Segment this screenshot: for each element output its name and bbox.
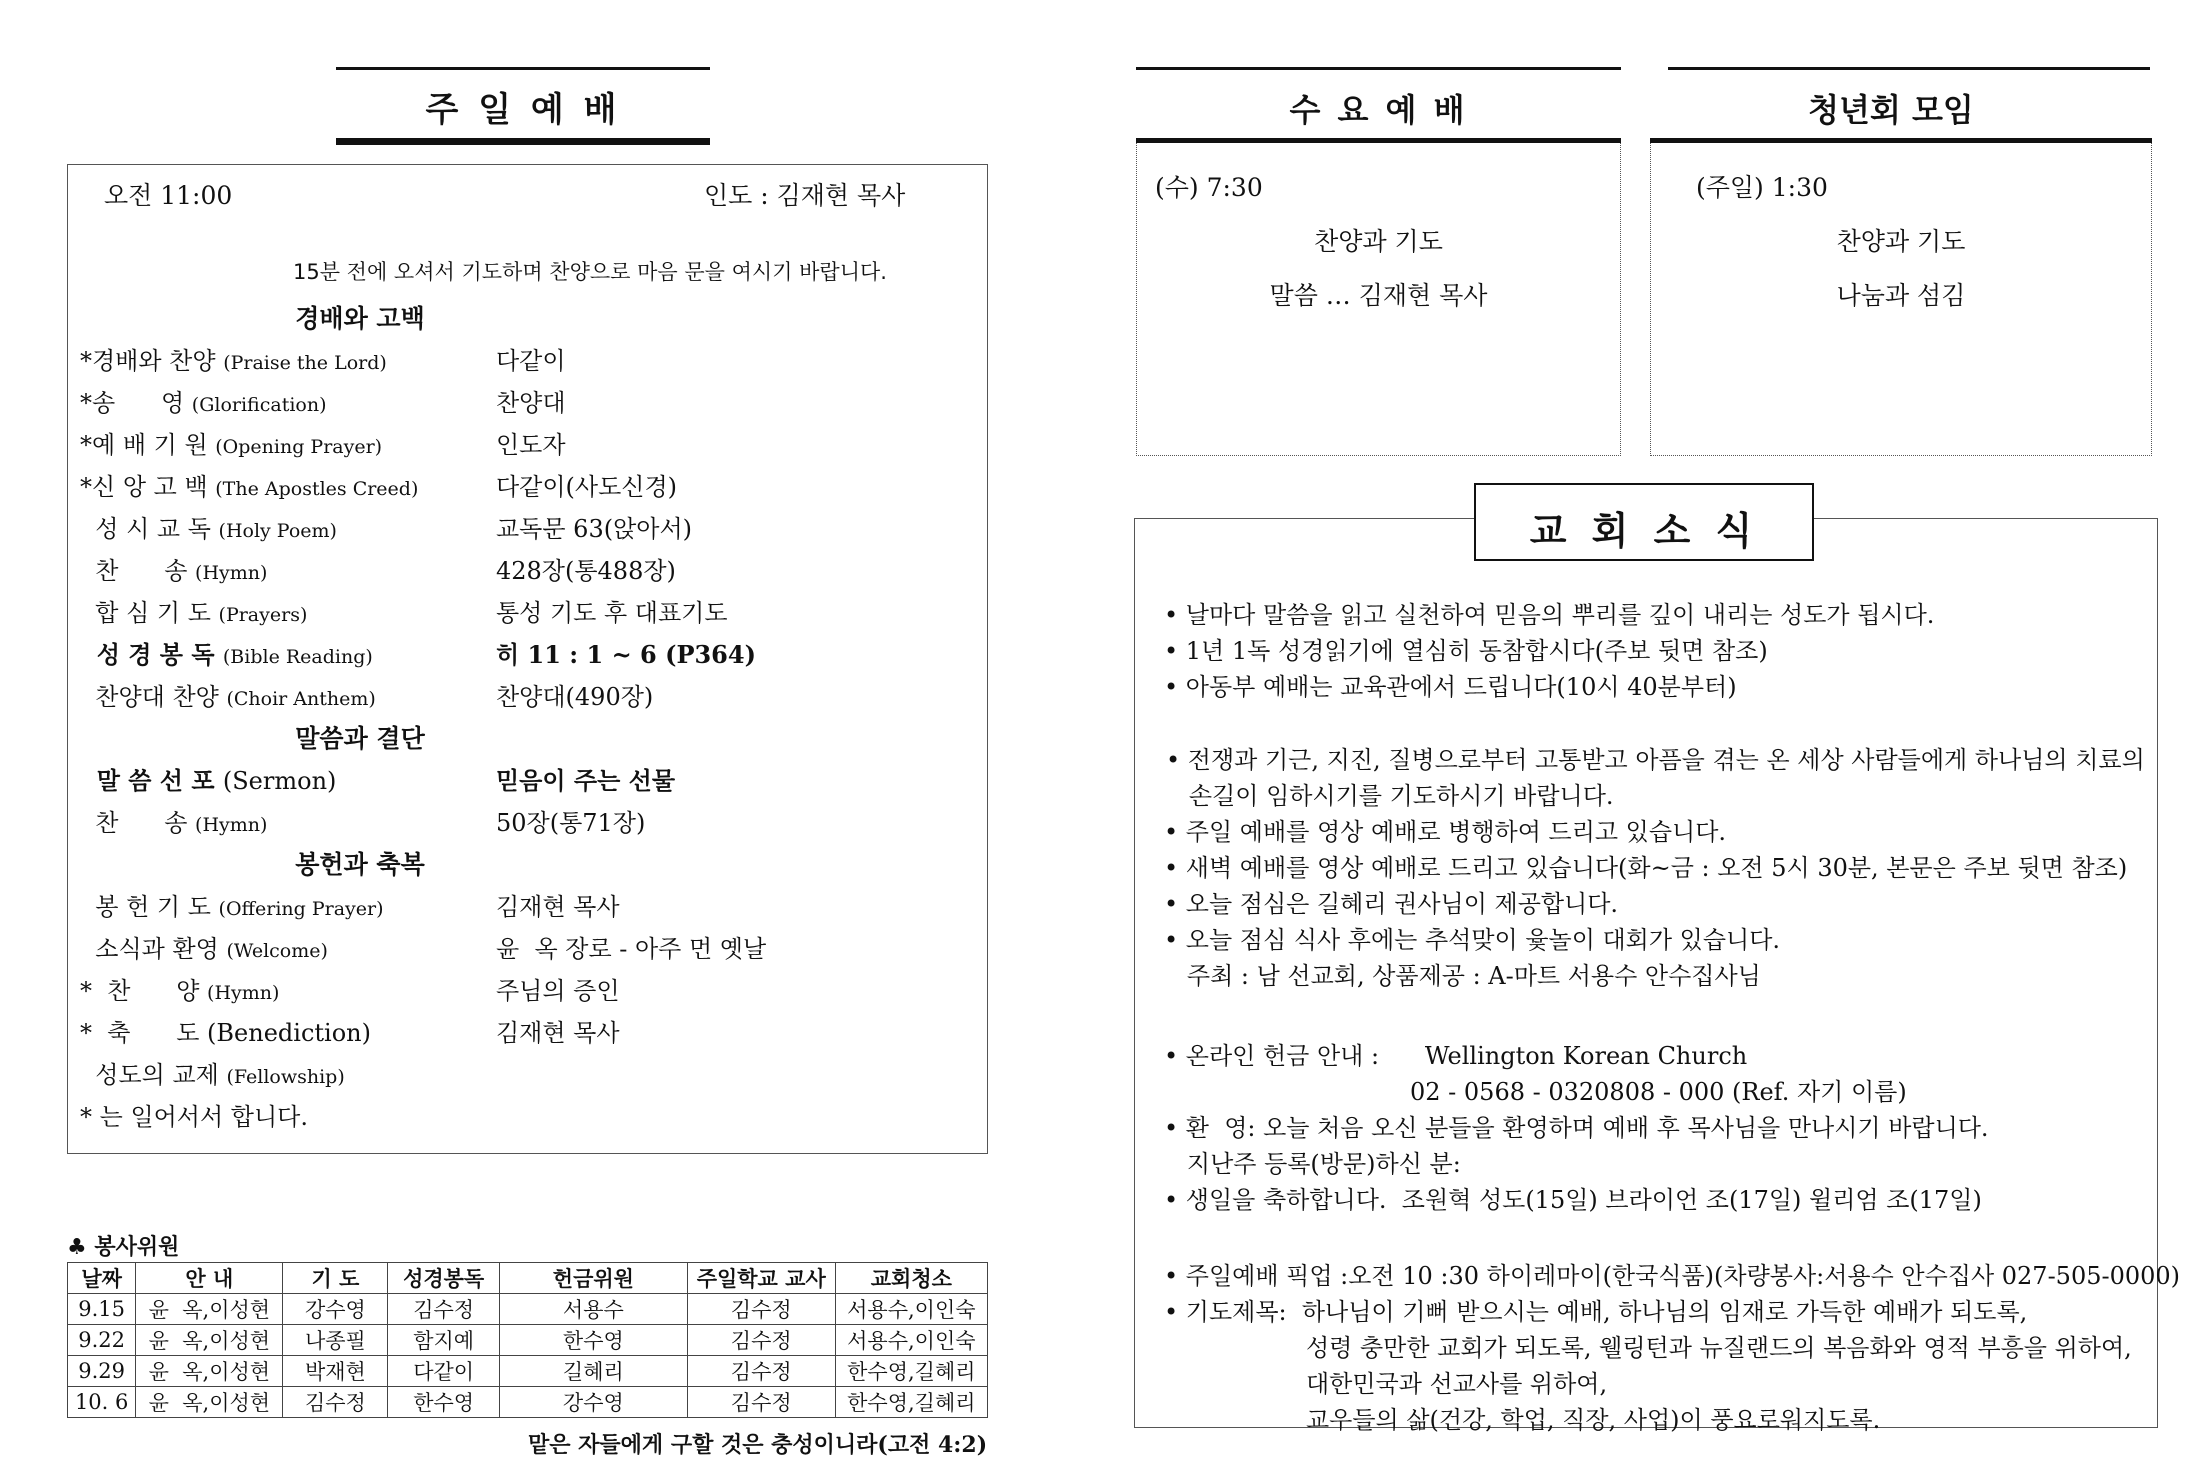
order-item (80, 1013, 371, 1048)
news-line: 손길이 임하시기를 기도하시기 바랍니다. (1166, 782, 1614, 810)
duty-cell: 김수정 (388, 1294, 500, 1325)
order-label-en: (Welcome) (226, 940, 328, 962)
wednesday-time: (수) 7:30 (1155, 173, 1263, 202)
youth-line1: 찬양과 기도 (1836, 227, 1966, 256)
order-label: *예 배 기 원 (80, 431, 208, 459)
order-label-en: (Fellowship) (226, 1066, 345, 1088)
news-line: 대한민국과 선교사를 위하여, (1306, 1370, 1608, 1398)
order-item (80, 383, 327, 418)
news-line: • 1년 1독 성경읽기에 열심히 동참합시다(주보 뒷면 참조) (1164, 637, 1768, 665)
order-value: 50장(통71장) (496, 809, 646, 837)
order-value: 김재현 목사 (496, 893, 620, 921)
news-line: • 날마다 말씀을 읽고 실천하여 믿음의 뿌리를 깊이 내리는 성도가 됩시다. (1164, 601, 1935, 629)
duty-cell: 윤 옥,이성현 (136, 1294, 283, 1325)
duty-header-row (68, 1263, 988, 1294)
duty-cell: 서용수,이인숙 (835, 1294, 987, 1325)
order-value: 찬양대 (496, 389, 566, 417)
order-value: 찬양대(490장) (496, 683, 654, 711)
order-item (80, 887, 384, 922)
news-line: • 생일을 축하합니다. 조원혁 성도(15일) 브라이언 조(17일) 윌리엄 조(17일) (1164, 1186, 1982, 1214)
order-label-en: (Hymn) (207, 982, 280, 1004)
order-label: *경배와 찬양 (80, 347, 216, 375)
duty-cell: 한수영,길혜리 (835, 1356, 987, 1387)
duty-cell: 김수정 (687, 1356, 835, 1387)
order-label-en: (Sermon) (222, 767, 337, 795)
order-value: 주님의 증인 (496, 977, 620, 1005)
sunday-time: 오전 11:00 (104, 181, 233, 210)
youth-time: (주일) 1:30 (1696, 173, 1828, 202)
section-heading: 경배와 고백 (295, 304, 425, 333)
youth-line2: 나눔과 섬김 (1836, 281, 1966, 310)
sunday-title: 주 일 예 배 (425, 90, 621, 130)
section-heading: 봉헌과 축복 (295, 850, 425, 879)
order-label-en: (Prayers) (218, 604, 308, 626)
duty-cell: 김수정 (687, 1294, 835, 1325)
duty-table (67, 1262, 988, 1418)
order-label-en: (Bible Reading) (222, 646, 373, 668)
news-line: • 전쟁과 기근, 지진, 질병으로부터 고통받고 아픔을 겪는 온 세상 사람들에게 하나님의 치료의 (1166, 746, 2145, 774)
duty-header: 날짜 (68, 1263, 136, 1294)
order-item (80, 761, 336, 796)
duty-cell: 함지예 (388, 1325, 500, 1356)
news-line: • 오늘 점심 식사 후에는 추석맞이 윷놀이 대회가 있습니다. (1164, 926, 1781, 954)
order-value: 428장(통488장) (496, 557, 676, 585)
duty-cell: 윤 옥,이성현 (136, 1387, 283, 1418)
news-line: 교우들의 삶(건강, 학업, 직장, 사업)이 풍요로워지도록. (1306, 1406, 1881, 1434)
news-line: 02 - 0568 - 0320808 - 000 (Ref. 자기 이름) (1410, 1078, 1907, 1106)
duty-cell: 10. 6 (68, 1387, 136, 1418)
wednesday-line2: 말씀 … 김재현 목사 (1269, 281, 1488, 310)
duty-header: 성경봉독 (388, 1263, 500, 1294)
wednesday-title: 수 요 예 배 (1289, 91, 1468, 129)
order-label: *송 영 (80, 389, 185, 417)
duty-cell: 한수영,길혜리 (835, 1387, 987, 1418)
youth-top-rule (1668, 67, 2150, 70)
news-line: • 온라인 헌금 안내 : Wellington Korean Church (1164, 1042, 1748, 1070)
duty-cell: 9.15 (68, 1294, 136, 1325)
order-item (80, 467, 418, 502)
order-label: 성 시 교 독 (80, 515, 211, 543)
order-label-en: (Offering Prayer) (218, 898, 384, 920)
order-item (80, 929, 328, 964)
order-value: 히 11 : 1 ~ 6 (P364) (496, 640, 756, 669)
duty-cell: 서용수,이인숙 (835, 1325, 987, 1356)
order-label-en: (Glorification) (191, 394, 327, 416)
duty-cell: 윤 옥,이성현 (136, 1356, 283, 1387)
order-item (80, 1055, 345, 1090)
order-label-en: (Choir Anthem) (226, 688, 376, 710)
order-label: 찬 송 (80, 557, 188, 585)
news-line: • 새벽 예배를 영상 예배로 드리고 있습니다(화~금 : 오전 5시 30분, 본문은 주보 뒷면 참조) (1164, 854, 2128, 882)
order-item (80, 341, 387, 376)
order-value: 교독문 63(앉아서) (496, 515, 692, 543)
order-item (80, 635, 373, 670)
duty-header: 헌금위원 (499, 1263, 687, 1294)
order-label: 성 경 봉 독 (80, 640, 215, 669)
order-label-en: (Hymn) (195, 562, 268, 584)
sunday-title-bottom-rule (336, 138, 710, 145)
section-heading: 말씀과 결단 (295, 724, 425, 753)
duty-cell: 김수정 (687, 1387, 835, 1418)
order-label: 말 씀 선 포 (80, 766, 215, 795)
news-title: 교 회 소 식 (1529, 509, 1759, 553)
order-value: 통성 기도 후 대표기도 (496, 599, 728, 627)
duty-header: 안 내 (136, 1263, 283, 1294)
order-label: * 찬 양 (80, 977, 200, 1005)
order-label-en: (Praise the Lord) (223, 352, 387, 374)
order-label: 소식과 환영 (80, 935, 219, 963)
order-label: 합 심 기 도 (80, 599, 211, 627)
news-line: • 기도제목: 하나님이 기뻐 받으시는 예배, 하나님의 임재로 가득한 예배가 되도록, (1164, 1298, 2028, 1326)
order-value: 윤 옥 장로 - 아주 먼 옛날 (496, 935, 767, 963)
order-label-en: (The Apostles Creed) (215, 478, 419, 500)
sunday-title-top-rule (336, 67, 710, 70)
sunday-notice: 15분 전에 오셔서 기도하며 찬양으로 마음 문을 여시기 바랍니다. (293, 260, 887, 284)
order-label: 찬 송 (80, 809, 188, 837)
duty-cell: 나종필 (283, 1325, 388, 1356)
order-value: 믿음이 주는 선물 (496, 766, 675, 795)
news-line: 지난주 등록(방문)하신 분: (1164, 1150, 1461, 1178)
duty-heading: ♣ 봉사위원 (67, 1234, 180, 1260)
duty-cell: 9.29 (68, 1356, 136, 1387)
order-item (80, 509, 337, 544)
order-label: 성도의 교제 (80, 1061, 219, 1089)
wednesday-top-rule (1136, 67, 1621, 70)
duty-cell: 박재현 (283, 1356, 388, 1387)
order-item (80, 593, 307, 628)
order-item (80, 425, 382, 460)
table-row (68, 1325, 988, 1356)
duty-header: 주일학교 교사 (687, 1263, 835, 1294)
order-label: 찬양대 찬양 (80, 683, 219, 711)
duty-cell: 윤 옥,이성현 (136, 1325, 283, 1356)
news-line: • 오늘 점심은 길혜리 권사님이 제공합니다. (1164, 890, 1619, 918)
order-value: 인도자 (496, 431, 566, 459)
order-label-en: (Opening Prayer) (215, 436, 383, 458)
duty-cell: 한수영 (388, 1387, 500, 1418)
order-item (80, 677, 376, 712)
duty-cell: 서용수 (499, 1294, 687, 1325)
news-line: • 아동부 예배는 교육관에서 드립니다(10시 40분부터) (1164, 673, 1737, 701)
duty-cell: 길혜리 (499, 1356, 687, 1387)
duty-header: 기 도 (283, 1263, 388, 1294)
news-line: 성령 충만한 교회가 되도록, 웰링턴과 뉴질랜드의 복음화와 영적 부흥을 위하여, (1306, 1334, 2132, 1362)
order-label-en: (Benediction) (207, 1019, 371, 1047)
order-item (80, 551, 267, 586)
sunday-leader: 인도 : 김재현 목사 (704, 181, 906, 210)
order-item (80, 803, 267, 838)
duty-header: 교회청소 (835, 1263, 987, 1294)
duty-cell: 강수영 (283, 1294, 388, 1325)
news-line: 주최 : 남 선교회, 상품제공 : A-마트 서용수 안수집사님 (1164, 962, 1761, 990)
table-row (68, 1294, 988, 1325)
wednesday-line1: 찬양과 기도 (1314, 227, 1443, 256)
order-label: *신 앙 고 백 (80, 473, 208, 501)
order-value: 다같이 (496, 347, 566, 375)
table-row (68, 1387, 988, 1418)
news-line: • 환 영: 오늘 처음 오신 분들을 환영하며 예배 후 목사님을 만나시기 바랍니다. (1164, 1114, 1989, 1142)
news-line: • 주일예배 픽업 :오전 10 :30 하이레마이(한국식품)(차량봉사:서용수 안수집사 027-505-0000) (1164, 1262, 2181, 1290)
duty-cell: 강수영 (499, 1387, 687, 1418)
order-label: 봉 헌 기 도 (80, 893, 211, 921)
order-label: * 축 도 (80, 1019, 200, 1047)
order-label-en: (Holy Poem) (218, 520, 337, 542)
news-line: • 주일 예배를 영상 예배로 병행하여 드리고 있습니다. (1164, 818, 1727, 846)
table-row (68, 1356, 988, 1387)
duty-cell: 9.22 (68, 1325, 136, 1356)
duty-verse: 맡은 자들에게 구할 것은 충성이니라(고전 4:2) (528, 1432, 988, 1458)
duty-cell: 다같이 (388, 1356, 500, 1387)
youth-title: 청년회 모임 (1808, 91, 1974, 129)
sunday-footnote: * 는 일어서서 합니다. (80, 1103, 308, 1131)
order-item (80, 971, 279, 1006)
duty-cell: 김수정 (687, 1325, 835, 1356)
order-label-en: (Hymn) (195, 814, 268, 836)
duty-cell: 김수정 (283, 1387, 388, 1418)
duty-cell: 한수영 (499, 1325, 687, 1356)
order-value: 김재현 목사 (496, 1019, 620, 1047)
order-value: 다같이(사도신경) (496, 473, 678, 501)
